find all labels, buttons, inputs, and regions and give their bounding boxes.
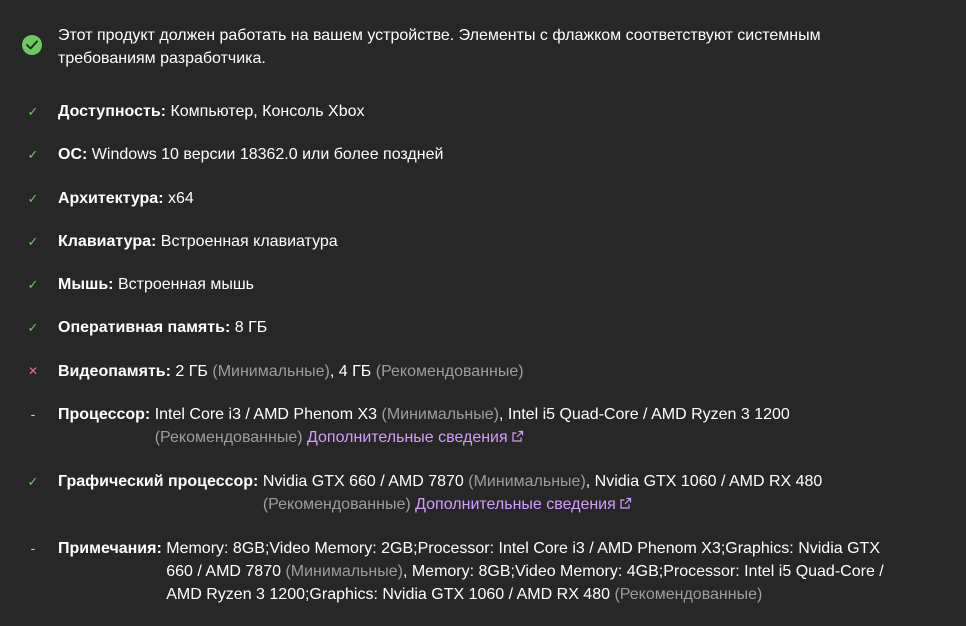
requirement-gpu: ✓ Графический процессор : Nvidia GTX 660 / AMD 7870 (Минимальные), Nvidia GTX 1060 / AMD RX 480 (Рекомендованные) Дополнительные сведения [26, 470, 946, 516]
min-tag: (Минимальные) [285, 563, 403, 580]
requirement-mouse: ✓ Мышь : Встроенная мышь [26, 273, 946, 296]
min-value: 2 ГБ [175, 363, 208, 380]
rec-tag: (Рекомендованные) [262, 496, 411, 513]
requirement-architecture: ✓ Архитектура : x64 [26, 187, 946, 210]
requirement-availability: ✓ Доступность : Компьютер, Консоль Xbox [26, 100, 946, 123]
min-tag: (Минимальные) [468, 473, 586, 490]
check-icon: ✓ [27, 234, 39, 249]
more-info-link-label: Дополнительные сведения [415, 496, 616, 513]
rec-tag: (Рекомендованные) [614, 586, 763, 603]
requirement-label: ОС [58, 146, 82, 163]
requirement-os: ✓ ОС : Windows 10 версии 18362.0 или более поздней [26, 143, 946, 166]
requirement-value: 8 ГБ [234, 319, 268, 336]
min-value: Intel Core i3 / AMD Phenom X3 [154, 406, 378, 423]
rec-value: Nvidia GTX 1060 / AMD RX 480 [594, 473, 823, 490]
requirement-processor: - Процессор : Intel Core i3 / AMD Phenom X3 (Минимальные), Intel i5 Quad-Core / AMD Ryzen 3 1200 (Рекомендованные) Дополнительные сведения [26, 403, 946, 449]
requirement-value: Windows 10 версии 18362.0 или более поздней [91, 146, 444, 163]
external-link-icon [511, 430, 524, 443]
check-icon: ✓ [27, 277, 39, 292]
requirement-value: Встроенная мышь [117, 276, 254, 293]
rec-value: 4 ГБ [338, 363, 372, 380]
more-info-link[interactable] [415, 496, 632, 513]
requirement-video-memory: ✕ Видеопамять : 2 ГБ (Минимальные), 4 ГБ (Рекомендованные) [26, 360, 946, 383]
check-icon: ✓ [27, 147, 39, 162]
dash-icon: - [30, 406, 36, 422]
check-icon: ✓ [27, 191, 39, 206]
requirement-label: Процессор [58, 406, 145, 423]
check-icon: ✓ [27, 320, 39, 335]
requirement-value: Компьютер, Консоль Xbox [170, 103, 365, 120]
rec-tag: (Рекомендованные) [154, 429, 303, 446]
compatibility-message: Этот продукт должен работать на вашем устройстве. Элементы с флажком соответствуют системным требованиям разработчика. [58, 27, 821, 67]
external-link-icon [619, 497, 632, 510]
requirement-label: Видеопамять [58, 363, 166, 380]
check-icon: ✓ [27, 104, 39, 119]
more-info-link[interactable] [307, 429, 524, 446]
rec-tag: (Рекомендованные) [375, 363, 524, 380]
dash-icon: - [30, 540, 36, 556]
min-value: Nvidia GTX 660 / AMD 7870 [262, 473, 464, 490]
requirement-label: Графический процессор [58, 473, 254, 490]
requirement-label: Оперативная память [58, 319, 225, 336]
requirement-label: Мышь [58, 276, 109, 293]
requirement-label: Доступность [58, 103, 161, 120]
checkmark-circle-icon [22, 35, 42, 55]
min-tag: (Минимальные) [212, 363, 330, 380]
compatibility-header [22, 24, 922, 70]
requirement-label: Архитектура [58, 190, 159, 207]
requirement-keyboard: ✓ Клавиатура : Встроенная клавиатура [26, 230, 946, 253]
rec-value: Intel i5 Quad-Core / AMD Ryzen 3 1200 [507, 406, 790, 423]
requirement-value: Встроенная клавиатура [160, 233, 338, 250]
rec-value: Memory: 8GB;Video Memory: 4GB;Processor: Intel i5 Quad-Core / AMD Ryzen 3 1200;Graphics: Nvidia GTX 1060 / AMD RX 480 [166, 563, 884, 603]
requirement-label: Примечания [58, 540, 157, 557]
cross-icon: ✕ [27, 364, 39, 378]
more-info-link-label: Дополнительные сведения [307, 429, 508, 446]
min-value: Memory: 8GB;Video Memory: 2GB;Processor: Intel Core i3 / AMD Phenom X3;Graphics: Nvidia GTX 660 / AMD 7870 [166, 540, 880, 580]
requirement-label: Клавиатура [58, 233, 151, 250]
requirement-memory: ✓ Оперативная память : 8 ГБ [26, 316, 946, 339]
check-icon: ✓ [27, 474, 39, 489]
requirement-notes: - Примечания : Memory: 8GB;Video Memory: 2GB;Processor: Intel Core i3 / AMD Phenom X3;Graphics: Nvidia GTX 660 / AMD 7870 (Минимальные), Memory: 8GB;Video Memory: 4GB;Processor: Intel i5 Quad-Core / AMD Ryzen 3 1200;Graphics: Nvidia GTX 1060 / AMD RX 480 (Рекомендованные) [26, 537, 946, 606]
requirement-value: x64 [167, 190, 194, 207]
min-tag: (Минимальные) [381, 406, 499, 423]
